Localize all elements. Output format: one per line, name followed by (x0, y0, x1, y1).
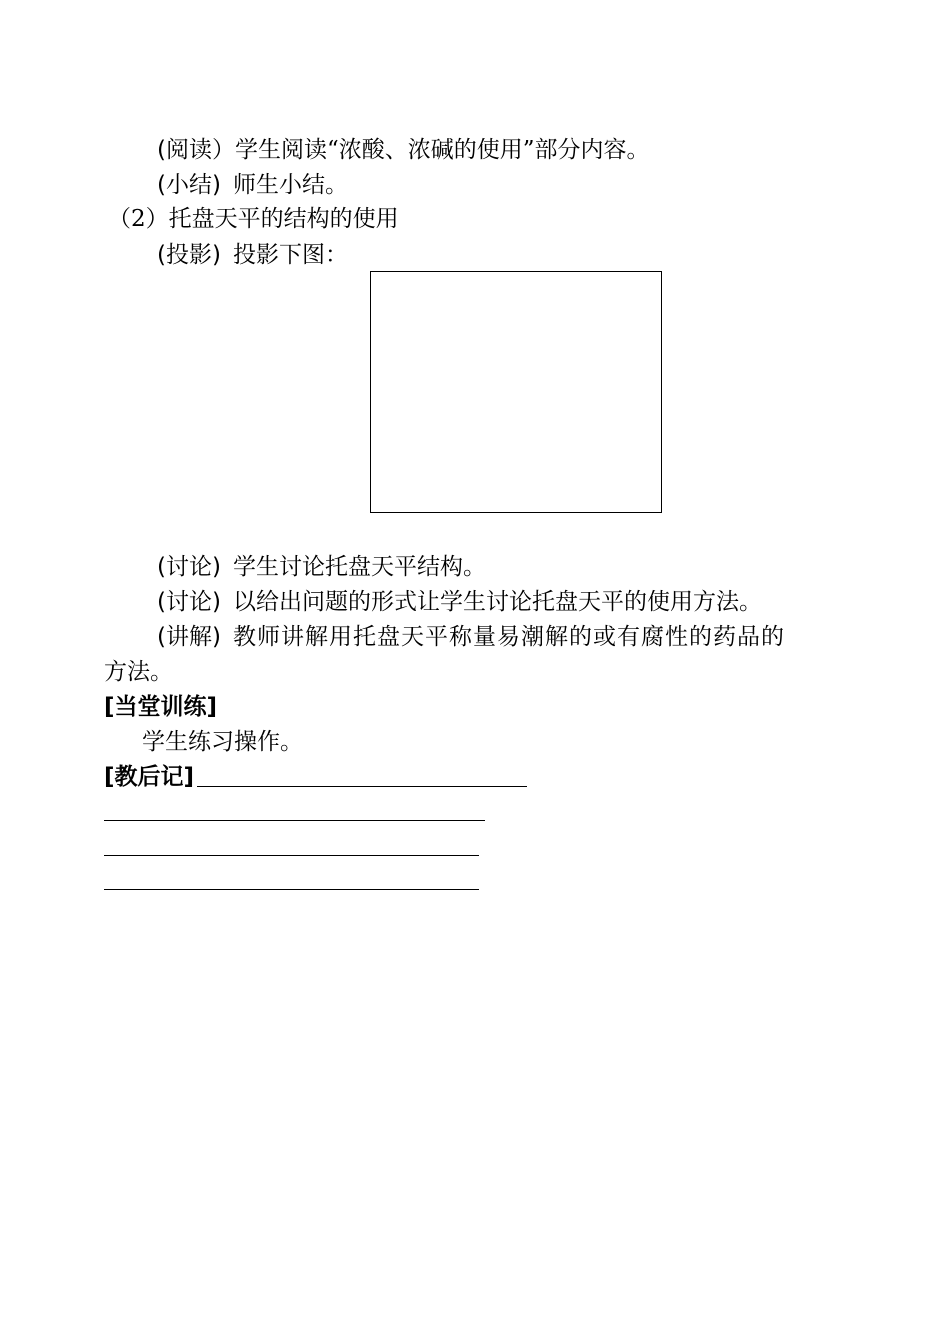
practice-heading: [当堂训练] (104, 694, 218, 720)
reading-text: 学生阅读“浓酸、浓碱的使用”部分内容。 (234, 137, 650, 163)
discussion2-line (157, 587, 762, 617)
explanation-text: 教师讲解用托盘天平称量易潮解的或有腐性的药品的 (232, 624, 785, 650)
projection-tag: (投影) (157, 242, 221, 268)
section2-heading: （2）托盘天平的结构的使用 (108, 206, 399, 232)
summary-tag: (小结) (157, 172, 221, 198)
discussion2-text: 以给出问题的形式让学生讨论托盘天平的使用方法。 (232, 589, 762, 615)
discussion1-tag: (讨论) (157, 554, 221, 580)
figure-placeholder (370, 271, 662, 513)
reading-tag: (阅读） (157, 137, 235, 163)
notes-rule-2 (104, 820, 485, 821)
notes-rule-1 (197, 786, 527, 787)
notes-heading: [教后记] (104, 764, 195, 790)
reading-line (157, 135, 650, 165)
discussion1-text: 学生讨论托盘天平结构。 (232, 554, 486, 580)
projection-line (157, 240, 348, 270)
discussion2-tag: (讨论) (157, 589, 221, 615)
projection-text: 投影下图： (232, 242, 348, 268)
notes-rule-4 (104, 889, 479, 890)
explanation-tag: (讲解) (157, 624, 221, 650)
explanation-line (157, 622, 785, 652)
summary-line (157, 170, 348, 200)
notes-rule-3 (104, 855, 479, 856)
explanation-continuation: 方法。 (104, 659, 173, 685)
discussion1-line (157, 552, 486, 582)
practice-text: 学生练习操作。 (142, 729, 303, 755)
summary-text: 师生小结。 (232, 172, 348, 198)
